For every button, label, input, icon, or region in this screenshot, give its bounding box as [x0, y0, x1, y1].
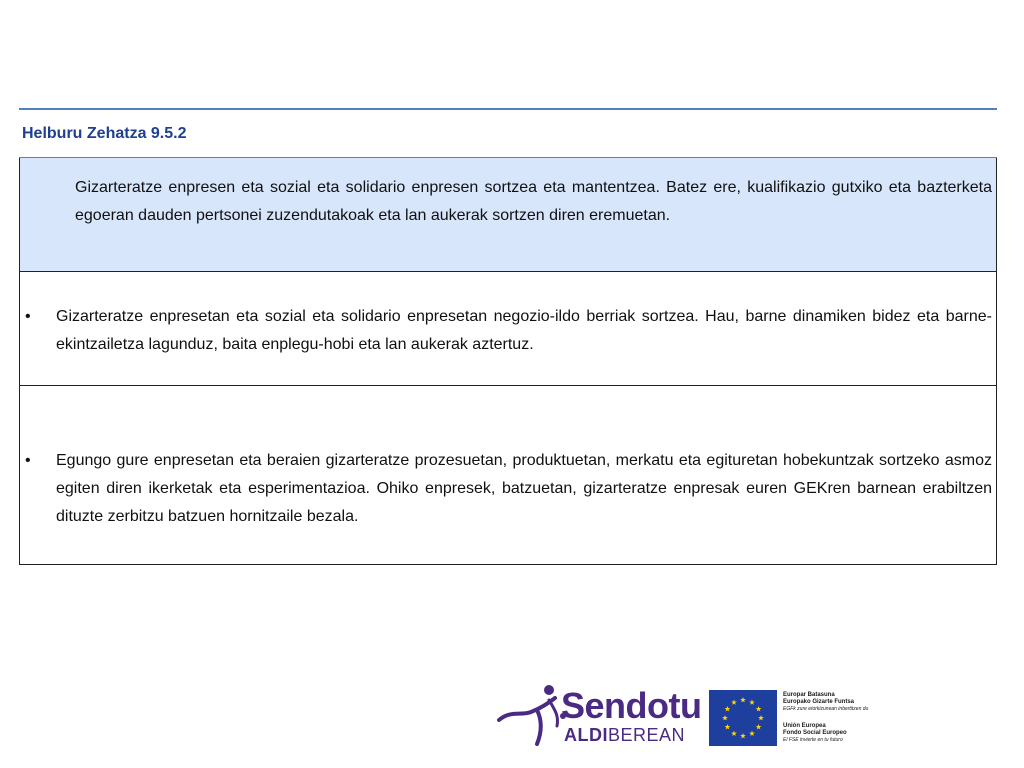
bullet-text: Egungo gure enpresetan eta beraien gizarteratze prozesuetan, produktuetan, merkatu eta egituretan hobekuntzak sortzeko asmoz egiten diren ikerketak eta esperimentazioa. Ohiko enpresek, batzuetan, gizarteratze enpresak euren GEKren barnean erabiltzen dituzte zerbitzu batzuen hornitzaile bezala.: [56, 452, 992, 525]
eu-line-6: El FSE invierte en tu futuro: [783, 737, 843, 743]
objective-table: [19, 108, 997, 565]
eu-fund-text: [783, 692, 893, 744]
table-header-row: [19, 108, 997, 158]
table-header-title: Helburu Zehatza 9.5.2: [22, 124, 187, 142]
dancing-figure-icon: [497, 682, 567, 748]
aldiberean-wordmark: [564, 724, 685, 746]
bullet-row: [19, 272, 997, 386]
eu-line-5: Fondo Social Europeo: [783, 730, 847, 736]
bullet-row: [19, 386, 997, 565]
eu-line-4: Unión Europea: [783, 723, 826, 729]
objective-text: Gizarteratze enpresen eta sozial eta solidario enpresen sortzea eta mantentzea. Batez ere, kualifikazio gutxiko eta bazterketa egoeran dauden pertsonei zuzendutakoak eta lan aukerak sortzen diren eremuetan.: [75, 179, 992, 224]
bullet-icon: •: [25, 308, 31, 325]
aldiberean-regular: BEREAN: [608, 725, 686, 745]
eu-line-2: Europako Gizarte Funtsa: [783, 699, 855, 705]
bullet-text: Gizarteratze enpresetan eta sozial eta solidario enpresetan negozio-ildo berriak sortzea. Hau, barne dinamiken bidez eta barne-ekintzailetza lagunduz, baita enplegu-hobi eta lan aukerak aztertuz.: [56, 308, 992, 353]
sendotu-logo: [497, 682, 702, 748]
objective-row: [19, 158, 997, 272]
aldiberean-bold: ALDI: [564, 725, 608, 745]
eu-line-1: Europar Batasuna: [783, 692, 835, 698]
sendotu-wordmark: Sendotu: [561, 685, 702, 726]
eu-flag-icon: [709, 690, 777, 746]
eu-line-3: EGFk zure etorkizunean inbertitzen du: [783, 706, 869, 712]
bullet-icon: •: [25, 452, 31, 469]
